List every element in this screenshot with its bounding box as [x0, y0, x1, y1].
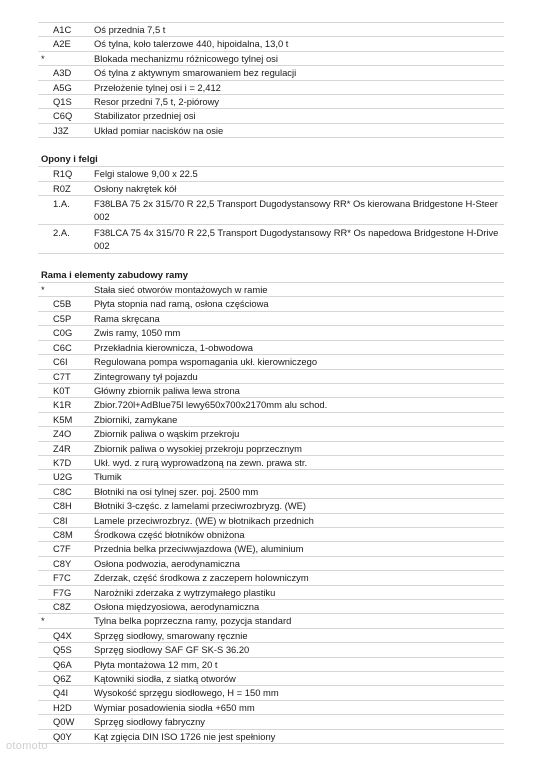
option-code: A3D — [53, 67, 72, 79]
option-code: A5G — [53, 81, 72, 93]
option-description: Płyta stopnia nad ramą, osłona częściowa — [94, 298, 269, 310]
option-code: J3Z — [53, 124, 69, 136]
option-description: Sprzęg siodłowy SAF GF SK-S 36.20 — [94, 644, 250, 656]
option-description: Zbiornik paliwa o wąskim przekroju — [94, 428, 240, 440]
option-description: Ukł. wyd. z rurą wyprowadzoną na zewn. prawa str. — [94, 456, 308, 468]
option-description: Zbior.720l+AdBlue75l lewy650x700x2170mm alu schod. — [94, 399, 328, 411]
option-code: Q5S — [53, 644, 72, 656]
spec-row — [38, 470, 504, 484]
option-description: Przełożenie tylnej osi i = 2,412 — [94, 81, 221, 93]
option-code: Q6Z — [53, 673, 72, 685]
spec-row — [38, 499, 504, 513]
option-code: C8C — [53, 485, 72, 497]
spec-row — [38, 341, 504, 355]
tyres-section-title: Opony i felgi — [38, 152, 504, 167]
spec-row — [38, 557, 504, 571]
spec-row — [38, 37, 504, 51]
option-code: Q4I — [53, 687, 69, 699]
option-description: F38LCA 75 4x 315/70 R 22,5 Transport Dugodystansowy RR* Os napedowa Bridgestone H-Drive 002 — [94, 227, 499, 252]
option-description: Stabilizator przedniej osi — [94, 110, 196, 122]
option-description: Blokada mechanizmu różnicowego tylnej osi — [94, 52, 278, 64]
option-description: Wymiar posadowienia siodła +650 mm — [94, 701, 255, 713]
option-code: A1C — [53, 24, 72, 35]
option-description: Osłony nakrętek kół — [94, 182, 177, 194]
frame-list — [38, 283, 504, 744]
option-code: Q0W — [53, 716, 75, 728]
option-code: C7T — [53, 370, 71, 382]
option-description: Przekładnia kierownicza, 1-obwodowa — [94, 341, 253, 353]
option-code: H2D — [53, 701, 72, 713]
spec-sheet — [38, 0, 504, 744]
option-code: C8H — [53, 500, 72, 512]
watermark-logo: otomoto — [6, 740, 48, 752]
option-code: C7F — [53, 543, 71, 555]
option-code: Q6A — [53, 658, 72, 670]
spec-row — [38, 355, 504, 369]
spec-row — [38, 167, 504, 181]
option-description: Błotniki 3-częśc. z lamelami przeciwrozbryzg. (WE) — [94, 500, 307, 512]
option-description: Tylna belka poprzeczna ramy, pozycja standard — [94, 615, 292, 627]
spec-row — [38, 629, 504, 643]
option-code: C8M — [53, 528, 73, 540]
option-description: Oś tylna, koło talerzowe 440, hipoidalna, 13,0 t — [94, 38, 289, 50]
option-code: Q0Y — [53, 730, 72, 742]
top-divider — [38, 0, 504, 23]
spec-row — [38, 297, 504, 311]
spec-row — [38, 672, 504, 686]
spec-row — [38, 225, 504, 254]
option-description: Lamele przeciwrozbryz. (WE) w błotnikach przednich — [94, 514, 314, 526]
spec-row — [38, 658, 504, 672]
option-code: C5P — [53, 312, 72, 324]
option-description: Felgi stalowe 9,00 x 22.5 — [94, 168, 198, 180]
option-description: F38LBA 75 2x 315/70 R 22,5 Transport Dugodystansowy RR* Os kierowana Bridgestone H-Steer 002 — [94, 198, 498, 223]
option-code: K5M — [53, 413, 73, 425]
spec-row — [38, 124, 504, 138]
option-code: C8Z — [53, 601, 71, 612]
option-description: Płyta montażowa 12 mm, 20 t — [94, 658, 218, 670]
spec-row — [38, 586, 504, 600]
option-code: Q1S — [53, 96, 72, 108]
option-code: Z4R — [53, 442, 71, 454]
option-code: R1Q — [53, 168, 73, 180]
spec-row — [38, 23, 504, 37]
option-description: Środkowa część błotników obniżona — [94, 528, 245, 540]
option-description: Narożniki zderzaka z wytrzymałego plastiku — [94, 586, 276, 598]
option-description: Przednia belka przeciwwjazdowa (WE), aluminium — [94, 543, 304, 555]
option-code: U2G — [53, 471, 73, 483]
spec-row — [38, 614, 504, 628]
option-description: Sprzęg siodłowy fabryczny — [94, 716, 205, 728]
spec-row — [38, 326, 504, 340]
option-description: Zbiornik paliwa o wysokiej przekroju poprzecznym — [94, 442, 302, 454]
option-code: Z4O — [53, 428, 72, 440]
spec-row — [38, 442, 504, 456]
option-code: C6I — [53, 356, 68, 368]
option-description: Błotniki na osi tylnej szer. poj. 2500 mm — [94, 485, 259, 497]
option-description: Zintegrowany tył pojazdu — [94, 370, 198, 382]
option-description: Osłona międzyosiowa, aerodynamiczna — [94, 601, 260, 612]
spec-row — [38, 182, 504, 196]
spec-row — [38, 52, 504, 66]
option-code: * — [41, 52, 45, 64]
spec-row — [38, 701, 504, 715]
option-description: Kątowniki siodła, z siatką otworów — [94, 673, 236, 685]
option-code: K7D — [53, 456, 72, 468]
spec-row — [38, 715, 504, 729]
option-code: 1.A. — [53, 198, 70, 210]
option-description: Osłona podwozia, aerodynamiczna — [94, 557, 240, 569]
spec-row — [38, 95, 504, 109]
spec-row — [38, 542, 504, 556]
option-code: R0Z — [53, 182, 71, 194]
spec-row — [38, 571, 504, 585]
option-description: Zbiorniki, zamykane — [94, 413, 178, 425]
spec-row — [38, 384, 504, 398]
option-code: K1R — [53, 399, 72, 411]
spec-row — [38, 196, 504, 225]
spec-row — [38, 427, 504, 441]
option-code: K0T — [53, 384, 71, 396]
spec-row — [38, 109, 504, 123]
axle-list — [38, 23, 504, 138]
option-code: C8Y — [53, 557, 72, 569]
spec-row — [38, 528, 504, 542]
spec-row — [38, 514, 504, 528]
option-code: C5B — [53, 298, 72, 310]
option-description: Wysokość sprzęgu siodłowego, H = 150 mm — [94, 687, 279, 699]
option-code: * — [41, 284, 45, 296]
spec-row — [38, 643, 504, 657]
option-code: F7C — [53, 572, 71, 584]
spec-row — [38, 370, 504, 384]
spec-row — [38, 312, 504, 326]
option-code: C6C — [53, 341, 72, 353]
option-description: Resor przedni 7,5 t, 2-piórowy — [94, 96, 220, 108]
section-gap — [38, 254, 504, 268]
frame-section-title: Rama i elementy zabudowy ramy — [38, 268, 504, 283]
spec-row — [38, 81, 504, 95]
option-code: C0G — [53, 327, 73, 339]
option-code: C8I — [53, 514, 68, 526]
option-description: Zwis ramy, 1050 mm — [94, 327, 181, 339]
option-description: Oś tylna z aktywnym smarowaniem bez regulacji — [94, 67, 297, 79]
spec-row — [38, 730, 504, 744]
option-description: Kąt zgięcia DIN ISO 1726 nie jest spełniony — [94, 730, 276, 742]
spec-row — [38, 485, 504, 499]
option-code: F7G — [53, 586, 72, 598]
spec-row — [38, 413, 504, 427]
option-description: Zderzak, część środkowa z zaczepem holowniczym — [94, 572, 309, 584]
option-description: Układ pomiar nacisków na osie — [94, 124, 224, 136]
option-description: Tłumik — [94, 471, 122, 483]
option-code: C6Q — [53, 110, 73, 122]
option-code: 2.A. — [53, 227, 70, 239]
tyres-list — [38, 167, 504, 254]
spec-row — [38, 456, 504, 470]
option-description: Rama skręcana — [94, 312, 160, 324]
spec-row — [38, 283, 504, 297]
spec-row — [38, 686, 504, 700]
option-description: Główny zbiornik paliwa lewa strona — [94, 384, 240, 396]
option-code: Q4X — [53, 629, 72, 641]
spec-row — [38, 600, 504, 614]
spec-row — [38, 66, 504, 80]
option-description: Stała sieć otworów montażowych w ramie — [94, 284, 268, 296]
option-code: A2E — [53, 38, 71, 50]
spec-row — [38, 398, 504, 412]
option-description: Sprzęg siodłowy, smarowany ręcznie — [94, 629, 248, 641]
section-gap — [38, 138, 504, 152]
option-description: Regulowana pompa wspomagania ukł. kierowniczego — [94, 356, 318, 368]
option-code: * — [41, 615, 45, 627]
option-description: Oś przednia 7,5 t — [94, 24, 166, 35]
